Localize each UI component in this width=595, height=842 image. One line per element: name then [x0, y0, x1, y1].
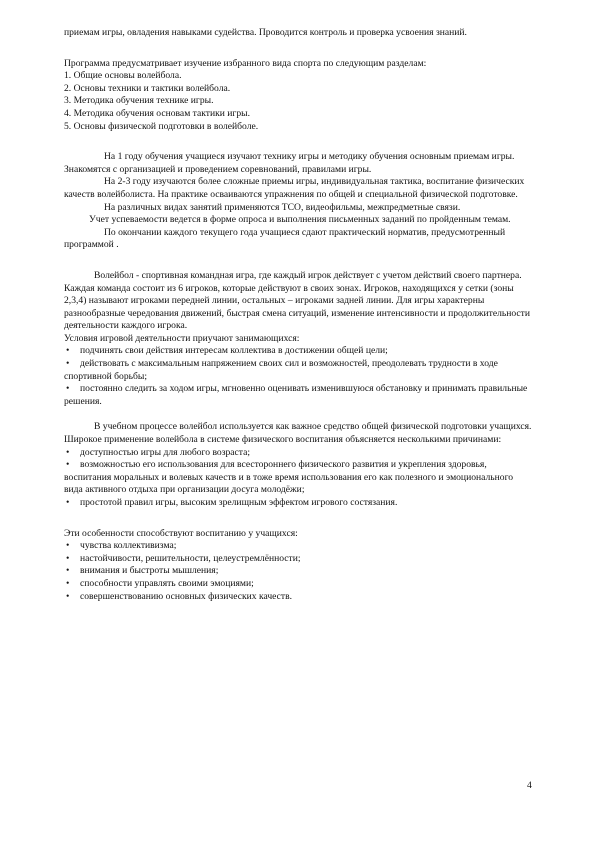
team-paragraph: Каждая команда состоит из 6 игроков, которые действуют в своих зонах. Игроков, находящихся у сетки (зоны 2,3,4) называют игроками передней линии, остальных – игроками задней линии. Для игры характерны разнообразные чередования движений, быстрая смена ситуаций, изменение интенсивности и продолжительности деятельности каждого игрока. — [64, 282, 531, 332]
page-number: 4 — [527, 780, 532, 791]
list-item — [64, 578, 534, 591]
list-item-text: внимания и быстроты мышления; — [80, 565, 219, 577]
list-item — [64, 447, 534, 460]
sections-list — [64, 70, 534, 133]
tso-paragraph: На различных видах занятий применяются ТСО, видеофильмы, межпредметные связи. — [104, 201, 461, 213]
list-item — [64, 497, 534, 510]
list-item — [64, 540, 534, 553]
qualities-list — [64, 540, 534, 603]
section-item: 1. Общие основы волейбола. — [64, 70, 182, 82]
top-paragraph: приемам игры, овладения навыками судейства. Проводится контроль и проверка усвоения знаний. — [64, 27, 467, 38]
bullet-icon: • — [66, 552, 70, 564]
list-item — [64, 383, 534, 408]
list-item — [64, 565, 534, 578]
list-item-text: простотой правил игры, высоким зрелищным эффектом игрового состязания. — [80, 497, 398, 508]
list-item — [64, 553, 534, 566]
list-item-text: доступностью игры для любого возраста; — [80, 446, 251, 458]
section-item: 5. Основы физической подготовки в волейболе. — [64, 120, 259, 132]
education-paragraph: В учебном процессе волейбол используется как важное средство общей физической подготовки учащихся. Широкое применение волейбола в системе физического воспитания объясняется несколькими причинами: — [64, 421, 532, 446]
list-item-text: чувства коллективизма; — [80, 540, 177, 552]
bullet-icon: • — [66, 358, 70, 370]
bullet-icon: • — [66, 446, 70, 458]
bullet-icon: • — [66, 577, 70, 589]
year-end-paragraph: По окончании каждого текущего года учащиеся сдают практический норматив, предусмотренный программой . — [64, 226, 506, 251]
progress-paragraph: Учет успеваемости ведется в форме опроса и выполнения письменных заданий по пройденным темам. — [89, 214, 511, 226]
list-item — [64, 591, 534, 604]
program-intro: Программа предусматривает изучение избранного вида спорта по следующим разделам: — [64, 57, 427, 69]
list-item — [64, 345, 534, 358]
conditions-list — [64, 345, 534, 408]
section-item: 3. Методика обучения технике игры. — [64, 95, 214, 107]
bullet-icon: • — [66, 590, 70, 602]
list-item-text: подчинять свои действия интересам коллектива в достижении общей цели; — [80, 345, 388, 357]
bullet-icon: • — [66, 459, 70, 471]
features-intro: Эти особенности способствуют воспитанию у учащихся: — [64, 527, 298, 539]
document-page — [64, 27, 534, 603]
list-item-text: действовать с максимальным напряжением своих сил и возможностей, преодолевать трудности в ходе спортивной борьбы; — [64, 358, 498, 382]
list-item-text: совершенствованию основных физических качеств. — [80, 590, 293, 602]
reasons-list — [64, 447, 534, 510]
year1-paragraph: На 1 году обучения учащиеся изучают технику игры и методику обучения основным приемам игры. Знакомятся с организацией и проведением соревнований, правилами игры. — [64, 151, 515, 175]
list-item — [64, 358, 534, 383]
list-item-text: способности управлять своими эмоциями; — [80, 577, 254, 589]
section-item: 2. Основы техники и тактики волейбола. — [64, 82, 231, 94]
bullet-icon: • — [66, 383, 70, 395]
bullet-icon: • — [66, 565, 70, 577]
section-item: 4. Методика обучения основам тактики игры. — [64, 107, 250, 119]
volleyball-definition: Волейбол - спортивная командная игра, где каждый игрок действует с учетом действий своего партнера. — [94, 269, 522, 281]
list-item-text: настойчивости, решительности, целеустремлённости; — [80, 552, 301, 564]
list-item-text: возможностью его использования для всестороннего физического развития и укрепления здоровья, воспитания моральных и волевых качеств и в тоже время использования его как полезного и эмоционального вида активного отдыха при организации досуга молодёжи; — [64, 459, 514, 496]
list-item-text: постоянно следить за ходом игры, мгновенно оценивать изменившуюся обстановку и принимать правильные решения. — [64, 383, 528, 407]
bullet-icon: • — [66, 345, 70, 357]
conditions-intro: Условия игровой деятельности приучают занимающихся: — [64, 332, 300, 344]
list-item — [64, 459, 534, 497]
year23-paragraph: На 2-3 году изучаются более сложные приемы игры, индивидуальная тактика, воспитание физических качеств волейболиста. На практике осваиваются упражнения по общей и специальной физической подготовке. — [64, 176, 525, 200]
bullet-icon: • — [66, 540, 70, 552]
bullet-icon: • — [66, 497, 70, 508]
